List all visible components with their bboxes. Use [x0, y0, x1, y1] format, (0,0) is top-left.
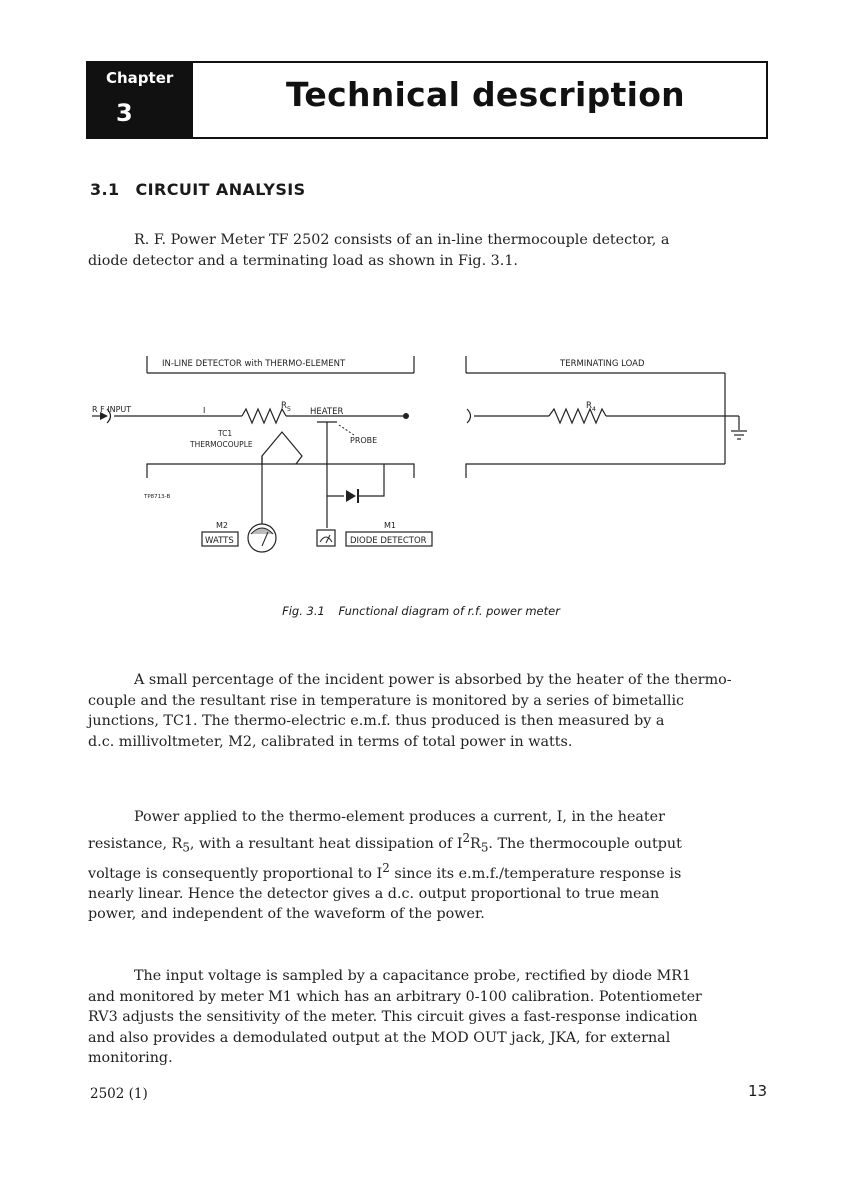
meter-m2-icon: [248, 524, 276, 552]
text-line: and also provides a demodulated output at the MOD OUT jack, JKA, for external: [88, 1029, 671, 1046]
text-line: nearly linear. Hence the detector gives a d.c. output proportional to true mean: [88, 885, 660, 902]
text-line: and monitored by meter M1 which has an arbitrary 0-100 calibration. Potentiometer: [88, 988, 702, 1005]
figure-label: Fig. 3.1: [282, 604, 325, 618]
figure-caption: [0, 604, 842, 618]
text-line: diode detector and a terminating load as shown in Fig. 3.1.: [88, 252, 518, 269]
paragraph-probe: [88, 966, 788, 1069]
terminating-load-label: TERMINATING LOAD: [560, 359, 645, 369]
section-heading: [90, 180, 306, 199]
heater-label: HEATER: [310, 407, 344, 417]
text-line: power, and independent of the waveform of the power.: [88, 906, 485, 923]
text-line: monitoring.: [88, 1050, 173, 1066]
text-line: junctions, TC1. The thermo-electric e.m.f. thus produced is then measured by a: [88, 713, 665, 729]
inline-detector-label: IN-LINE DETECTOR with THERMO-ELEMENT: [162, 359, 346, 369]
section-number: 3.1: [90, 180, 120, 199]
m1-label: M1: [384, 521, 396, 530]
r5-label: $R_5$: [281, 401, 292, 413]
text-line: d.c. millivoltmeter, M2, calibrated in terms of total power in watts.: [88, 733, 573, 750]
section-title: CIRCUIT ANALYSIS: [135, 180, 306, 199]
chapter-tab: [88, 63, 193, 137]
document-number: 2502 (1): [90, 1086, 148, 1102]
text-line: The input voltage is sampled by a capacitance probe, rectified by diode MR1: [134, 968, 692, 984]
chapter-label: Chapter: [106, 69, 174, 87]
text-line: couple and the resultant rise in temperature is monitored by a series of bimetallic: [88, 692, 685, 709]
tc1-label: TC1: [218, 429, 233, 438]
text-line: RV3 adjusts the sensitivity of the meter. This circuit gives a fast-response indication: [88, 1009, 698, 1025]
text-line: resistance, $R_5$, with a resultant heat dissipation of $I^2R_5$. The thermocouple output: [88, 830, 682, 855]
text-line: Power applied to the thermo-element produces a current, I, in the heater: [134, 809, 665, 825]
page-number: 13: [748, 1082, 768, 1100]
paragraph-heater: [88, 807, 788, 925]
probe-label: PROBE: [350, 436, 378, 445]
chapter-header: [86, 61, 768, 139]
diagram-ref-label: TP8713-B: [144, 494, 171, 500]
m2-label: M2: [216, 521, 228, 530]
text-line: voltage is consequently proportional to $I^2$ since its e.m.f./temperature response is: [88, 860, 682, 882]
chapter-title: Technical description: [286, 75, 685, 114]
watts-label: WATTS: [205, 536, 234, 546]
paragraph-thermocouple: [88, 670, 788, 752]
meter-m1-icon: [317, 530, 335, 546]
functional-diagram: [84, 346, 754, 561]
thermocouple-label: THERMOCOUPLE: [190, 440, 253, 449]
paragraph-intro: [88, 230, 788, 271]
diode-detector-label: DIODE DETECTOR: [350, 536, 427, 546]
text-line: R. F. Power Meter TF 2502 consists of an in-line thermocouple detector, a: [134, 232, 670, 248]
current-label: I: [203, 406, 206, 415]
rf-input-label: R F INPUT: [92, 405, 132, 414]
text-line: A small percentage of the incident power is absorbed by the heater of the thermo-: [134, 672, 732, 688]
figure-caption-text: Functional diagram of r.f. power meter: [338, 604, 560, 618]
r4-label: $R_4$: [586, 401, 597, 413]
chapter-number: 3: [116, 99, 133, 127]
